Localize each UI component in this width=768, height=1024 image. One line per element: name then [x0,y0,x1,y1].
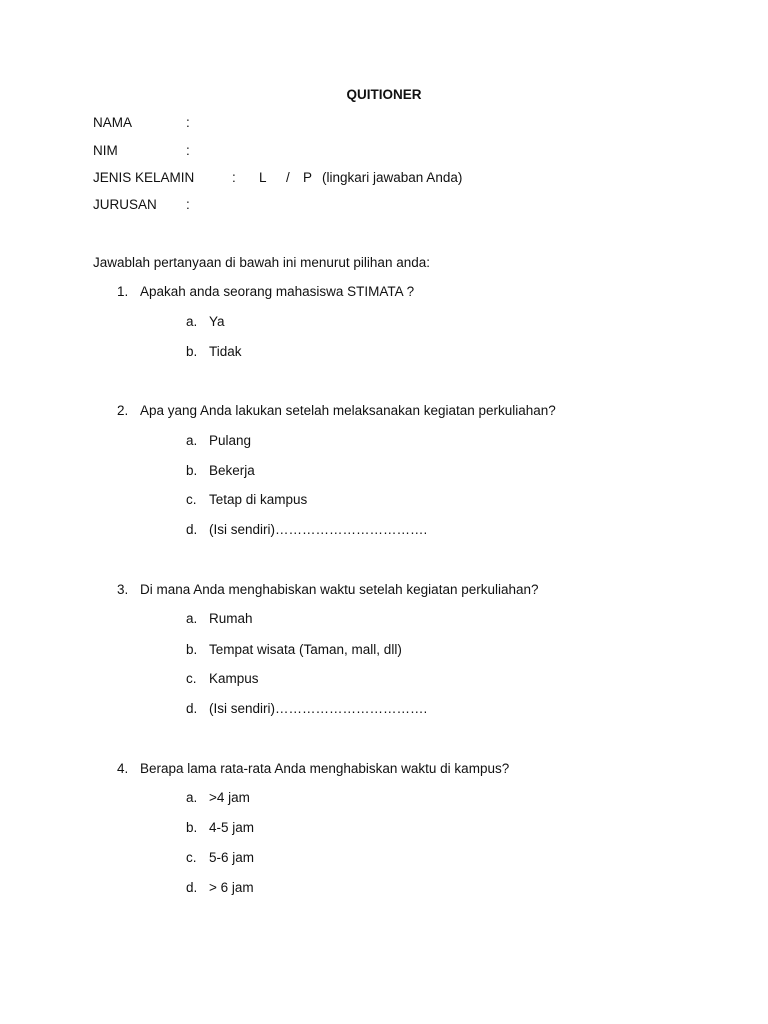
option-text: (Isi sendiri)……………………………. [209,522,428,537]
field-colon: : [186,197,190,212]
option-text: Tempat wisata (Taman, mall, dll) [209,642,402,657]
option-text: Pulang [209,433,252,448]
field-label: JURUSAN [93,197,157,212]
option-letter: d. [186,701,198,716]
field-colon: : [186,143,190,158]
field-label: NAMA [93,115,133,130]
question-text: Berapa lama rata-rata Anda menghabiskan waktu di kampus? [140,761,510,776]
document-title: QUITIONER [346,87,422,102]
option-text: Tetap di kampus [209,492,308,507]
option-text: 5-6 jam [209,850,255,865]
option-letter: d. [186,522,198,537]
option-letter: b. [186,463,198,478]
option-text: Bekerja [209,463,255,478]
field-jenis-kelamin [93,170,493,188]
option-text: > 6 jam [209,880,254,895]
option-letter: c. [186,671,197,686]
option-text: Ya [209,314,225,329]
option-letter: a. [186,433,198,448]
gender-option-l: L [259,170,267,185]
question-number: 1. [117,284,129,299]
gender-instruction-note: (lingkari jawaban Anda) [322,170,463,185]
option-letter: d. [186,880,198,895]
option-letter: b. [186,820,198,835]
question-text: Apa yang Anda lakukan setelah melaksanakan kegiatan perkuliahan? [140,403,556,418]
option-text: Rumah [209,611,253,626]
question-number: 3. [117,582,129,597]
option-text: 4-5 jam [209,820,255,835]
field-label: JENIS KELAMIN [93,170,195,185]
instruction-text: Jawablah pertanyaan di bawah ini menurut pilihan anda: [93,255,430,270]
option-text: >4 jam [209,790,250,805]
question-number: 2. [117,403,129,418]
field-colon: : [186,115,190,130]
option-letter: b. [186,642,198,657]
question-number: 4. [117,761,129,776]
option-letter: a. [186,314,198,329]
option-letter: a. [186,790,198,805]
option-letter: b. [186,344,198,359]
option-text: Kampus [209,671,259,686]
option-letter: c. [186,492,197,507]
question-text: Di mana Anda menghabiskan waktu setelah kegiatan perkuliahan? [140,582,539,597]
question-text: Apakah anda seorang mahasiswa STIMATA ? [140,284,415,299]
gender-option-p: P [303,170,313,185]
field-colon: : [232,170,236,185]
option-letter: c. [186,850,197,865]
field-label: NIM [93,143,118,158]
option-text: (Isi sendiri)……………………………. [209,701,428,716]
option-text: Tidak [209,344,242,359]
option-letter: a. [186,611,198,626]
gender-separator: / [286,170,290,185]
